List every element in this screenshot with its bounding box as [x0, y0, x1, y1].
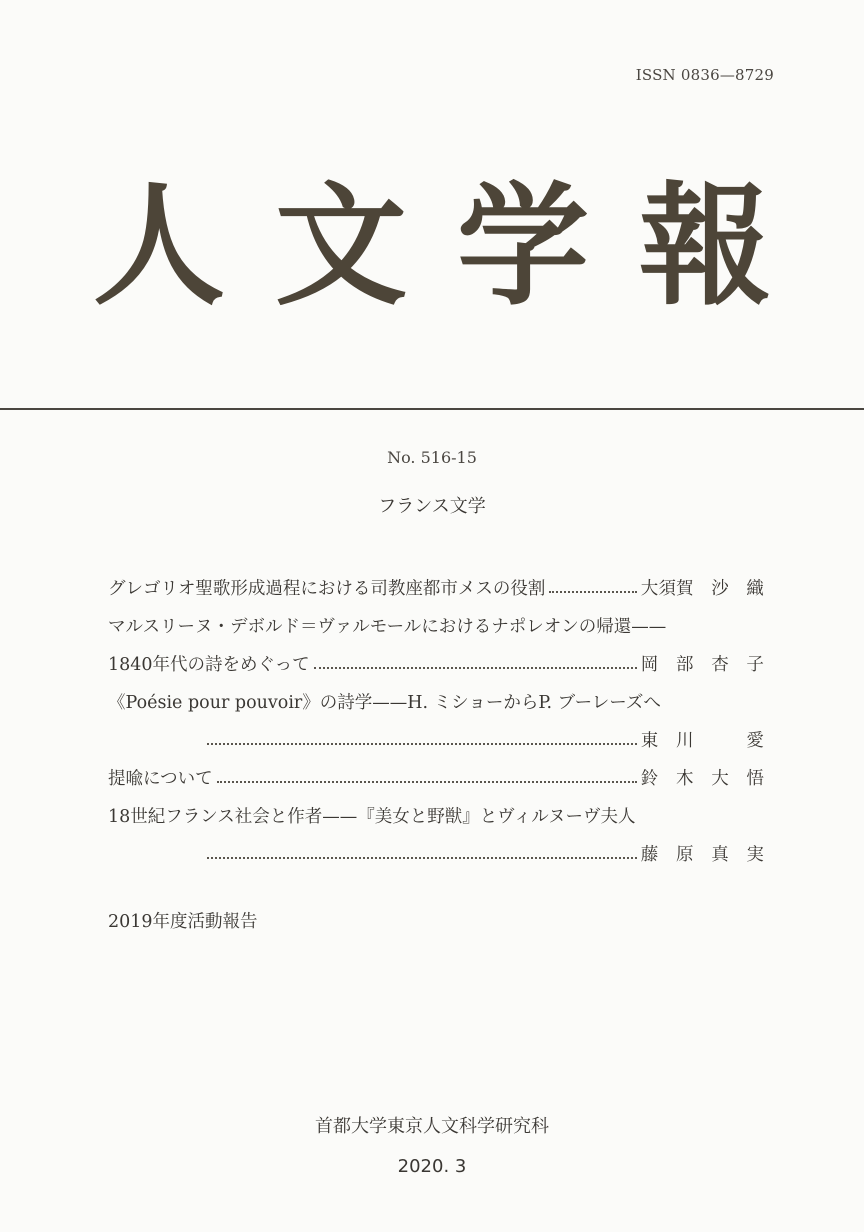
toc-author: 鈴 木 大 悟: [640, 769, 764, 789]
table-of-contents: [108, 570, 764, 874]
toc-entry: [108, 570, 764, 608]
title-char: 人: [93, 169, 225, 324]
toc-title: マルスリーヌ・デボルド＝ヴァルモールにおけるナポレオンの帰還——: [108, 617, 667, 637]
toc-author: 藤 原 真 実: [640, 845, 764, 865]
issn-number: ISSN 0836—8729: [635, 66, 774, 84]
subject-heading: フランス文学: [378, 496, 486, 517]
divider-line: [0, 408, 864, 410]
publisher-name: 首都大学東京人文科学研究科: [315, 1116, 549, 1137]
title-char: 学: [457, 169, 589, 324]
toc-author: 東 川 愛: [640, 731, 764, 751]
toc-entry: [108, 646, 764, 684]
toc-title: 《Poésie pour pouvoir》の詩学——H. ミショーからP. ブーレーズへ: [108, 693, 661, 713]
toc-entry: [108, 760, 764, 798]
leader-dots: [314, 667, 637, 669]
leader-dots: [549, 591, 636, 593]
leader-dots: [217, 781, 637, 783]
toc-author: 大須賀 沙 織: [640, 579, 764, 599]
title-char: 文: [275, 169, 407, 324]
toc-entry: [108, 836, 764, 874]
leader-dots: [207, 743, 637, 745]
publication-date: 2020. 3: [397, 1156, 467, 1177]
toc-entry: [108, 608, 764, 646]
toc-entry: [108, 798, 764, 836]
toc-title: 18世紀フランス社会と作者——『美女と野獣』とヴィルヌーヴ夫人: [108, 807, 636, 827]
issue-number: No. 516-15: [387, 448, 477, 467]
journal-title: [0, 169, 864, 324]
toc-entry: [108, 684, 764, 722]
toc-entry: [108, 722, 764, 760]
toc-title: 1840年代の詩をめぐって: [108, 655, 310, 675]
toc-title: 提喩について: [108, 769, 213, 789]
title-char: 報: [639, 169, 771, 324]
toc-author: 岡 部 杏 子: [640, 655, 764, 675]
leader-dots: [207, 857, 637, 859]
activity-report: 2019年度活動報告: [108, 912, 258, 932]
toc-title: グレゴリオ聖歌形成過程における司教座都市メスの役割: [108, 579, 546, 599]
